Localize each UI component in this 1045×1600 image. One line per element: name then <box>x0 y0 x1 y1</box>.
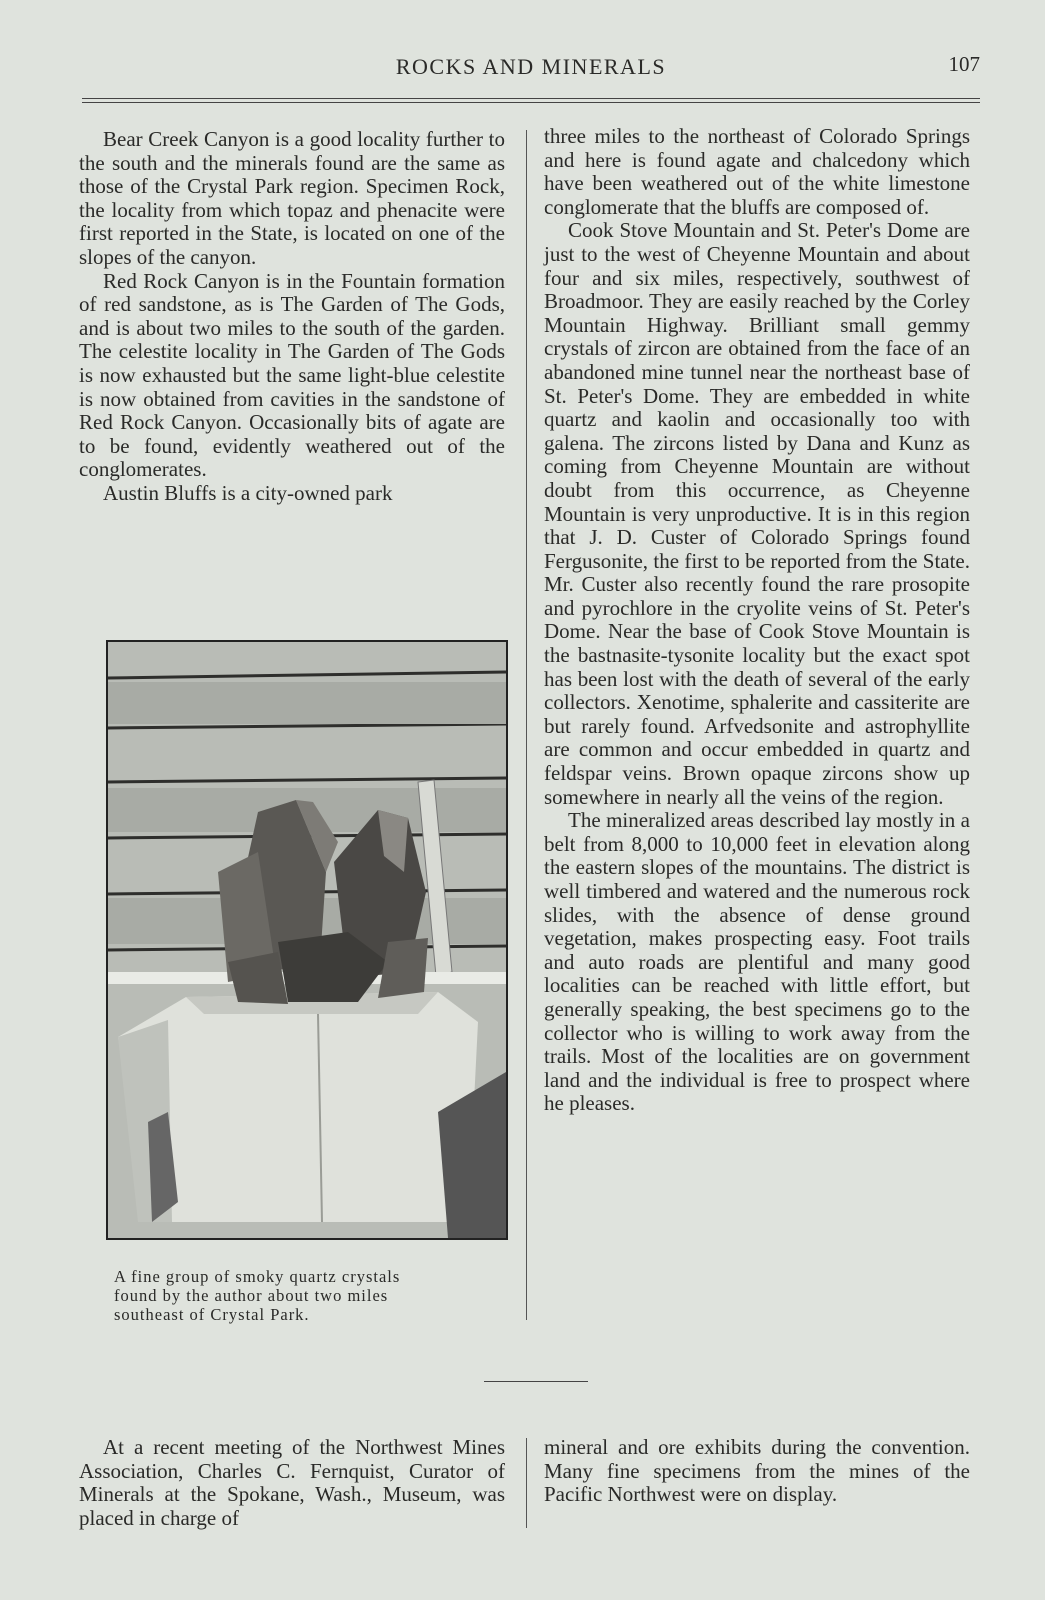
header-rule <box>82 98 980 99</box>
quartz-crystal-photo <box>106 640 508 1240</box>
left-column <box>79 128 505 506</box>
note-column-divider <box>526 1438 527 1528</box>
caption-line: southeast of Crystal Park. <box>114 1305 310 1324</box>
caption-line: A fine group of smoky quartz crystals <box>114 1267 401 1286</box>
note-right <box>544 1436 970 1507</box>
paragraph-bear-creek: Bear Creek Canyon is a good locality further to the south and the minerals found are the same as those of the Crystal Park region. Specimen Rock, the locality from which topaz and phenacite were first reported in the State, is located on one of the slopes of the canyon. <box>79 127 505 269</box>
journal-title: ROCKS AND MINERALS <box>395 54 667 79</box>
paragraph-austin-bluffs: Austin Bluffs is a city-owned park <box>103 480 393 505</box>
running-head <box>82 50 980 80</box>
figure-caption <box>114 1267 486 1324</box>
note-paragraph-cont: mineral and ore exhibits during the convention. Many fine specimens from the mines of the Pacific Northwest were on display. <box>544 1435 970 1507</box>
note-paragraph: At a recent meeting of the Northwest Mines Association, Charles C. Fernquist, Curator of Minerals at the Spokane, Wash., Museum, was placed in charge of <box>79 1435 505 1530</box>
paragraph-austin-bluffs-cont: three miles to the northeast of Colorado Springs and here is found agate and chalcedony which have been weathered out of the white limestone conglomerate that the bluffs are composed of. <box>544 124 970 219</box>
caption-line: found by the author about two miles <box>114 1286 389 1305</box>
paragraph-cook-stove: Cook Stove Mountain and St. Peter's Dome are just to the west of Cheyenne Mountain and about four and six miles, respectively, southwest of Broadmoor. They are easily reached by the Corley Mountain Highway. Brilliant small gemmy crystals of zircon are obtained from the face of an abandoned mine tunnel near the northeast base of St. Peter's Dome. They are embedded in white quartz and kaolin and occasionally too with galena. The zircons listed by Dana and Kunz as coming from Cheyenne Mountain are without doubt from this occurrence, as Cheyenne Mountain is very unproductive. It is in this region that J. D. Custer of Colorado Springs found Fergusonite, the first to be reported from the State. Mr. Custer also recently found the rare prosopite and pyrochlore in the cryolite veins of St. Peter's Dome. Near the base of Cook Stove Mountain is the bastnasite-tysonite locality but the exact spot has been lost with the death of several of the early collectors. Xenotime, sphalerite and cassiterite are but rarely found. Arfvedsonite and astrophyllite are common and occur embedded in quartz and feldspar veins. Brown opaque zircons show up somewhere in nearly all the veins of the region. <box>544 218 970 809</box>
column-divider <box>526 130 527 1320</box>
paragraph-red-rock: Red Rock Canyon is in the Fountain formation of red sandstone, as is The Garden of The Gods, and is about two miles to the south of the garden. The celestite locality in The Garden of The Gods is now exhausted but the same light-blue celestite is now obtained from cavities in the sandstone of Red Rock Canyon. Occasionally bits of agate are to be found, evidently weathered out of the conglomerates. <box>79 268 505 482</box>
header-rule-double <box>82 102 980 103</box>
section-divider <box>484 1381 588 1382</box>
page-number: 107 <box>948 52 980 76</box>
note-left <box>79 1436 505 1530</box>
paragraph-mineralized-areas: The mineralized areas described lay mostly in a belt from 8,000 to 10,000 feet in elevation along the eastern slopes of the mountains. The district is well timbered and watered and the numerous rock slides, with the absence of dense ground vegetation, makes prospecting easy. Foot trails and auto roads are plentiful and many good localities can be reached with little effort, but generally speaking, the best specimens go to the collector who is willing to work away from the trails. Most of the localities are on government land and the individual is free to prospect where he pleases. <box>544 808 970 1116</box>
right-column <box>544 125 970 1116</box>
